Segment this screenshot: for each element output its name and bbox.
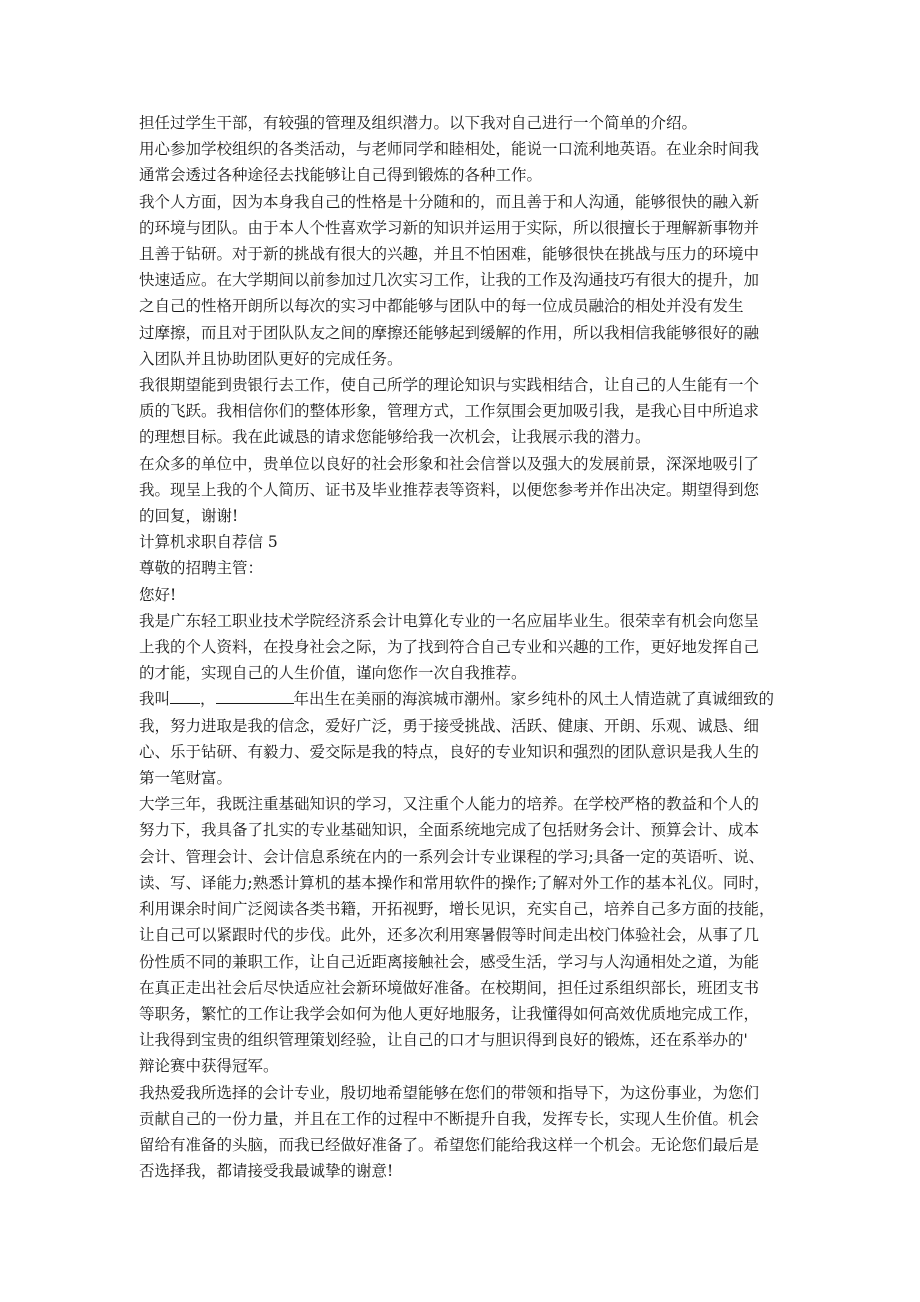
text-line: 大学三年，我既注重基础知识的学习，又注重个人能力的培养。在学校严格的教益和个人的	[139, 795, 760, 814]
text-line: 我。现呈上我的个人简历、证书及毕业推荐表等资料，以便您参考并作出决定。期望得到您	[139, 480, 760, 499]
text-line: 让自己可以紧跟时代的步伐。此外，还多次利用寒暑假等时间走出校门体验社会，从事了几	[139, 926, 760, 945]
text-line: 我个人方面，因为本身我自己的性格是十分随和的，而且善于和人沟通，能够很快的融入新	[139, 192, 760, 211]
intro-sep: ，	[200, 690, 216, 709]
intro-line: 心、乐于钻研、有毅力、爱交际是我的特点，良好的专业知识和强烈的团队意识是我人生的	[139, 742, 760, 761]
paragraph	[139, 791, 787, 1079]
text-line: 留给有准备的头脑，而我已经做好准备了。希望您们能给我这样一个机会。无论您们最后是	[139, 1135, 760, 1154]
text-line: 我是广东轻工职业技术学院经济系会计电算化专业的一名应届毕业生。很荣幸有机会向您呈	[139, 611, 760, 630]
text-line: 之自己的性格开朗所以每次的实习中都能够与团队中的每一位成员融洽的相处并没有发生	[139, 297, 744, 316]
text-block-lower	[139, 791, 787, 1184]
document-body	[139, 110, 787, 1184]
paragraph	[139, 451, 787, 530]
paragraph	[139, 555, 787, 581]
text-line: 贡献自己的一份力量，并且在工作的过程中不断提升自我，发挥专长，实现人生价值。机会	[139, 1109, 760, 1128]
paragraph	[139, 582, 787, 608]
intro-line: 第一笔财富。	[139, 769, 233, 788]
text-line: 让我得到宝贵的组织管理策划经验，让自己的口才与胆识得到良好的锻炼，还在系举办的'	[139, 1031, 748, 1050]
text-line: 且善于钻研。对于新的挑战有很大的兴趣，并且不怕困难，能够很快在挑战与压力的环境中	[139, 245, 760, 264]
text-line: 上我的个人资料，在投身社会之际，为了找到符合自己专业和兴趣的工作，更好地发挥自己	[139, 638, 760, 657]
intro-prefix: 我叫	[139, 690, 171, 709]
name-blank	[170, 686, 200, 704]
text-line: 否选择我，都请接受我最诚挚的谢意!	[139, 1162, 394, 1181]
paragraph	[139, 136, 787, 188]
paragraph	[139, 1080, 787, 1185]
text-line: 您好!	[139, 585, 177, 604]
text-line: 的环境与团队。由于本人个性喜欢学习新的知识并运用于实际，所以很擅长于理解新事物并	[139, 218, 760, 237]
paragraph	[139, 529, 787, 555]
text-block-upper	[139, 110, 787, 686]
text-line: 辩论赛中获得冠军。	[139, 1057, 279, 1076]
intro-first-line	[139, 686, 787, 712]
text-line: 的理想目标。我在此诚恳的请求您能够给我一次机会，让我展示我的潜力。	[139, 428, 651, 447]
text-line: 在众多的单位中，贵单位以良好的社会形象和社会信誉以及强大的发展前景，深深地吸引了	[139, 454, 760, 473]
paragraph	[139, 110, 787, 136]
text-line: 的才能，实现自己的人生价值，谨向您作一次自我推荐。	[139, 664, 527, 683]
text-line: 担任过学生干部，有较强的管理及组织潜力。以下我对自己进行一个简单的介绍。	[139, 114, 698, 132]
text-line: 在真正走出社会后尽快适应社会新环境做好准备。在校期间，担任过系组织部长，班团支书	[139, 978, 760, 997]
text-line: 用心参加学校组织的各类活动，与老师同学和睦相处，能说一口流利地英语。在业余时间我	[139, 140, 760, 159]
text-line: 的回复，谢谢!	[139, 507, 239, 526]
text-line: 读、写、译能力;熟悉计算机的基本操作和常用软件的操作;了解对外工作的基本礼仪。同时，	[139, 873, 770, 892]
text-line: 快速适应。在大学期间以前参加过几次实习工作，让我的工作及沟通技巧有很大的提升，加	[139, 271, 760, 290]
paragraph	[139, 372, 787, 451]
text-line: 尊敬的招聘主管：	[139, 559, 264, 578]
text-line: 计算机求职自荐信 5	[139, 533, 278, 552]
text-line: 质的飞跃。我相信你们的整体形象，管理方式，工作氛围会更加吸引我，是我心目中所追求	[139, 402, 760, 421]
intro-paragraph	[139, 686, 787, 791]
birth-year-blank	[216, 686, 294, 704]
paragraph	[139, 189, 787, 372]
text-line: 等职务，繁忙的工作让我学会如何为他人更好地服务，让我懂得如何高效优质地完成工作，	[139, 1004, 760, 1023]
paragraph	[139, 608, 787, 687]
text-line: 我很期望能到贵银行去工作，使自己所学的理论知识与实践相结合，让自己的人生能有一个	[139, 376, 760, 395]
text-line: 通常会透过各种途径去找能够让自己得到锻炼的各种工作。	[139, 166, 543, 185]
text-line: 会计、管理会计、会计信息系统在内的一系列会计专业课程的学习;具备一定的英语听、说、	[139, 847, 765, 866]
text-line: 份性质不同的兼职工作，让自己近距离接触社会，感受生活，学习与人沟通相处之道，为能	[139, 952, 760, 971]
text-line: 我热爱我所选择的会计专业，殷切地希望能够在您们的带领和指导下，为这份事业，为您们	[139, 1083, 760, 1102]
text-line: 利用课余时间广泛阅读各类书籍，开拓视野，增长见识，充实自己，培养自己多方面的技能，	[139, 900, 775, 919]
text-line: 过摩擦，而且对于团队队友之间的摩擦还能够起到缓解的作用，所以我相信我能够很好的融	[139, 323, 760, 342]
intro-suffix: 年出生在美丽的海滨城市潮州。家乡纯朴的风土人情造就了真诚细致的	[293, 690, 775, 709]
intro-line: 我，努力进取是我的信念，爱好广泛，勇于接受挑战、活跃、健康、开朗、乐观、诚恳、细	[139, 716, 760, 735]
text-line: 努力下，我具备了扎实的专业基础知识，全面系统地完成了包括财务会计、预算会计、成本	[139, 821, 760, 840]
text-line: 入团队并且协助团队更好的完成任务。	[139, 349, 403, 368]
